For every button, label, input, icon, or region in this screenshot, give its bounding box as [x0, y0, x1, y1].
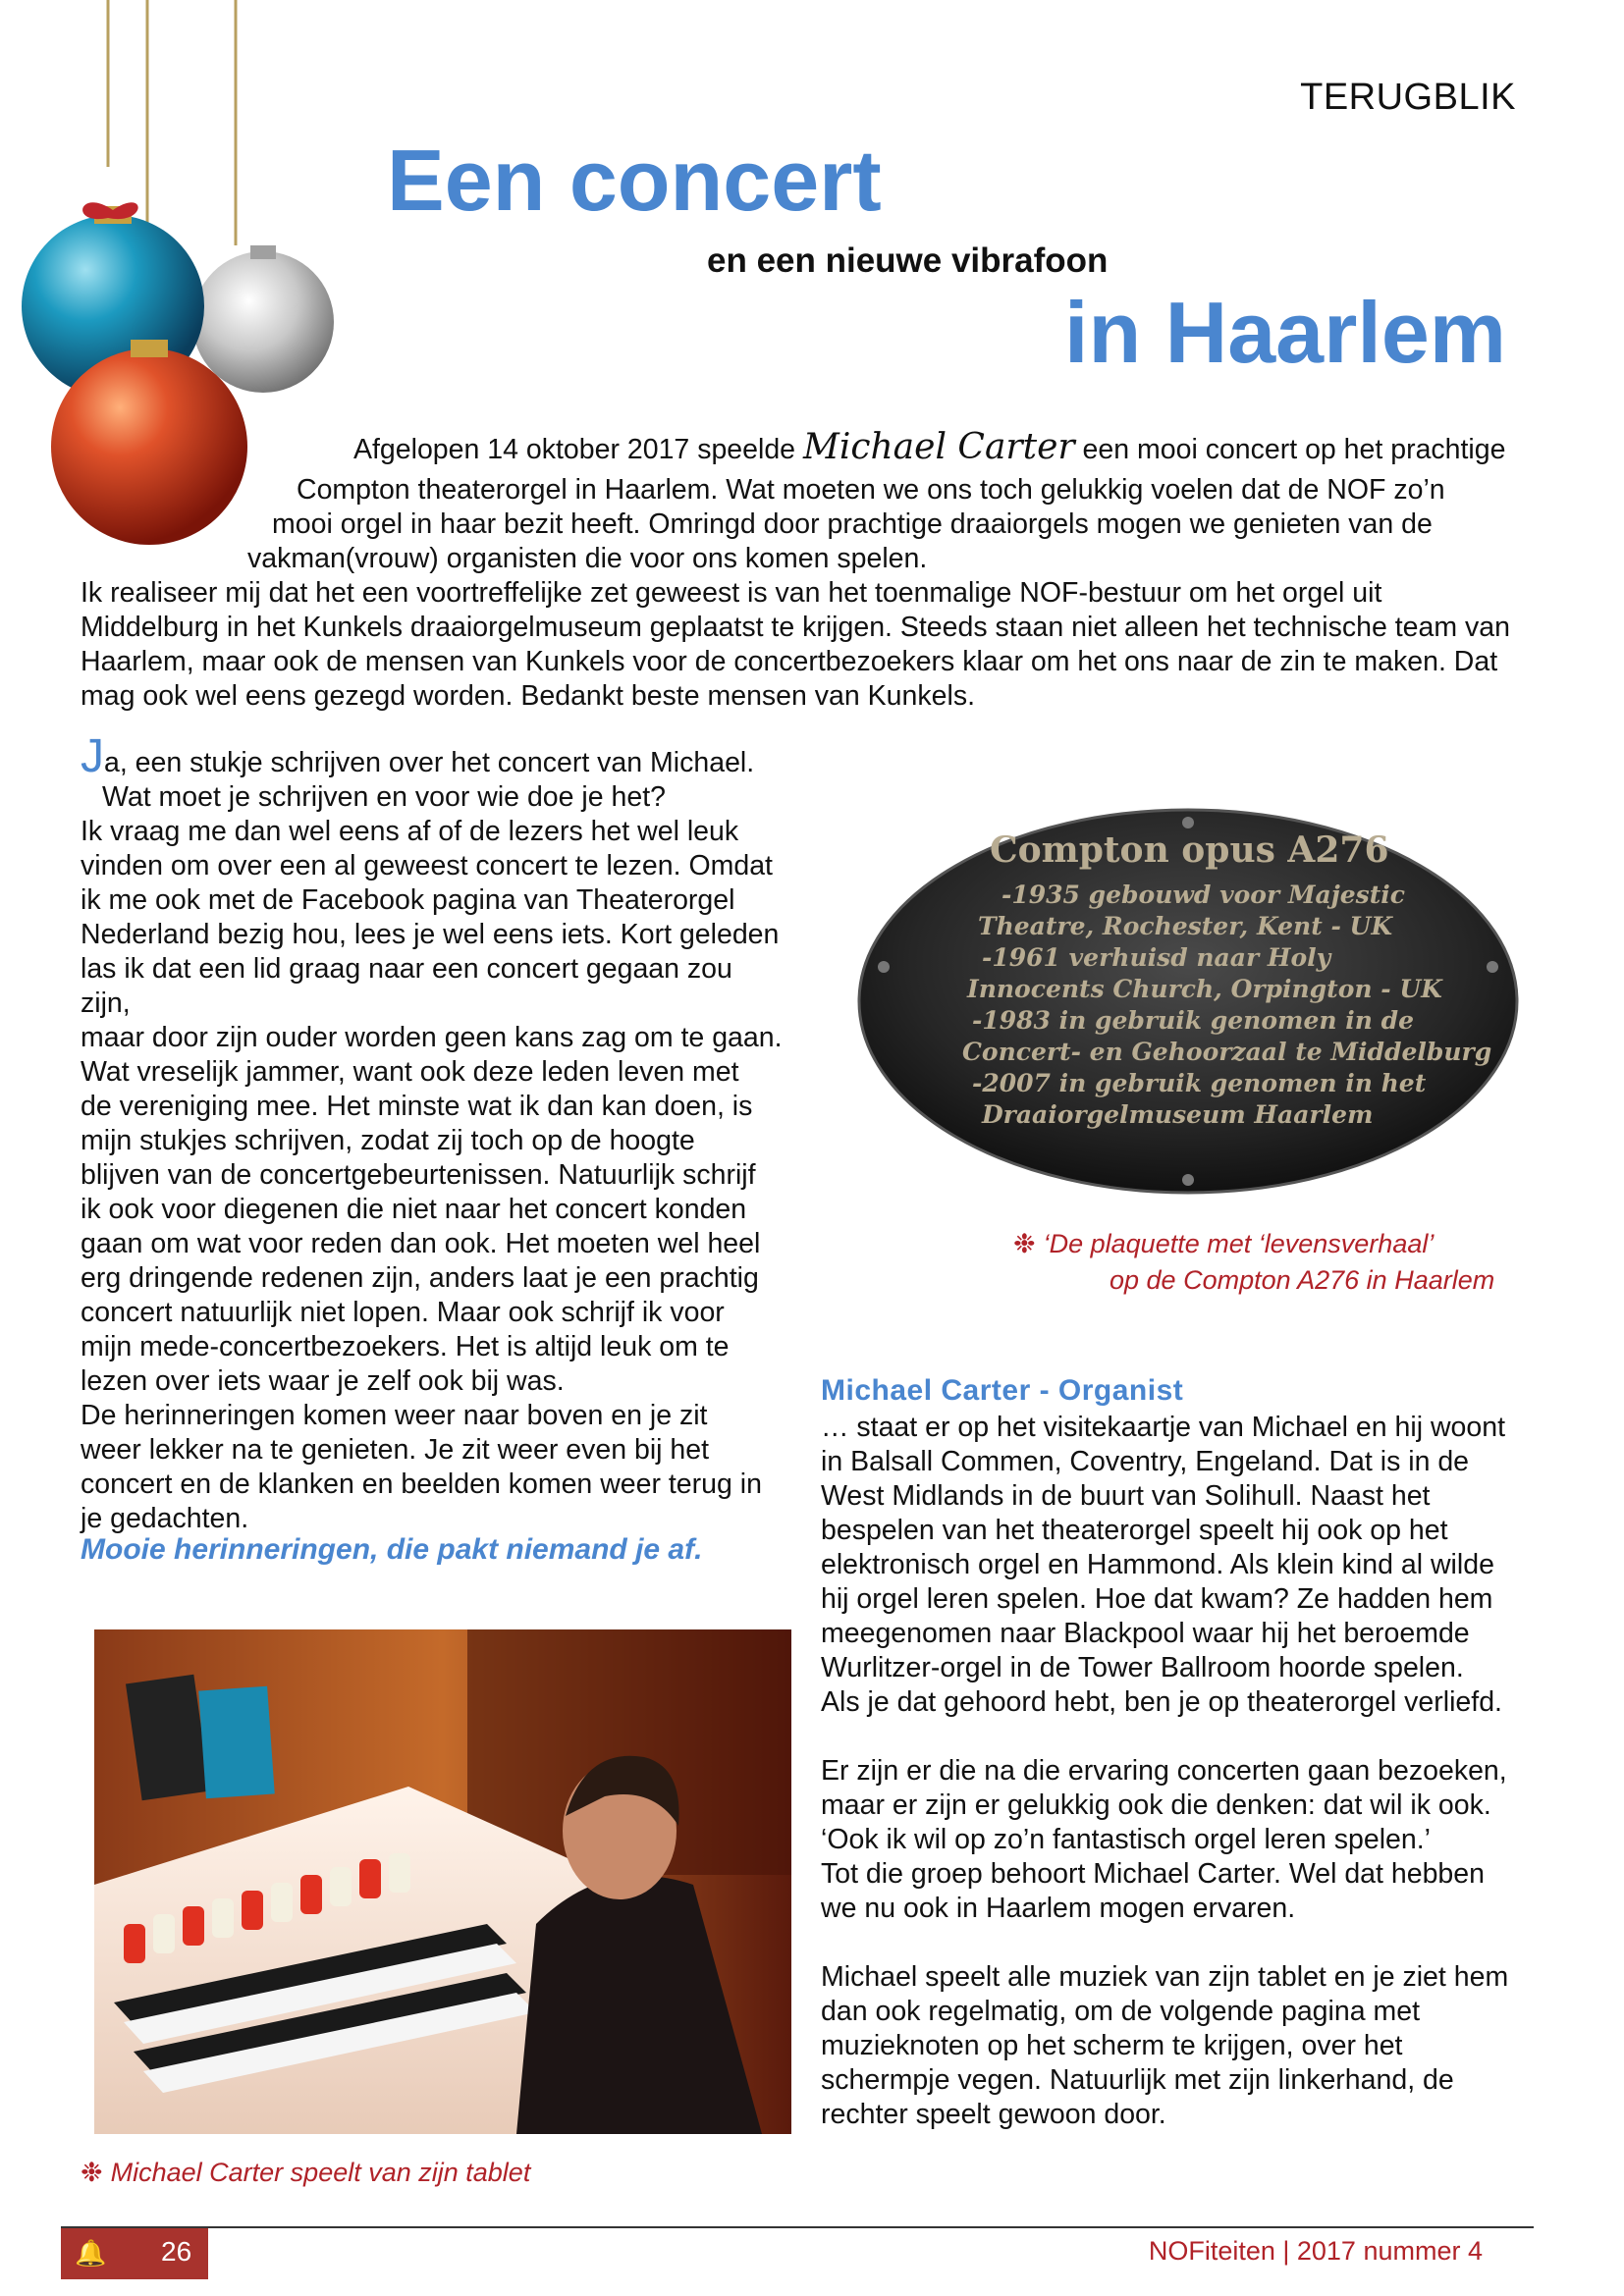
left-line: Wat moet je schrijven en voor wie doe je het?: [102, 781, 666, 813]
left-line: blijven van de concertgebeurtenissen. Natuurlijk schrijf: [81, 1159, 756, 1191]
right-line: rechter speelt gewoon door.: [821, 2099, 1166, 2130]
left-line-text: a, een stukje schrijven over het concert van Michael.: [104, 747, 755, 778]
left-line: [81, 730, 787, 782]
right-line: ‘Ook ik wil op zo’n fantastisch orgel leren spelen.’: [821, 1824, 1431, 1855]
screw-icon: [1182, 817, 1194, 828]
left-line: erg dringende redenen zijn, anders laat je een prachtig: [81, 1262, 759, 1294]
left-line: Nederland bezig hou, lees je wel eens iets. Kort geleden: [81, 919, 780, 950]
screw-icon: [878, 961, 890, 973]
red-ornament-cap: [131, 340, 168, 357]
left-line: Ik vraag me dan wel eens af of de lezers het wel leuk: [81, 816, 739, 847]
plaque-line: Innocents Church, Orpington - UK: [967, 975, 1442, 1003]
page-title-line2: in Haarlem: [1064, 284, 1506, 381]
dropcap-letter: J: [81, 730, 104, 782]
intro-line-3: mooi orgel in haar bezit heeft. Omringd door prachtige draaiorgels mogen we genieten van de: [272, 508, 1433, 540]
page-number: 26: [161, 2236, 192, 2267]
paragraph-spacer: [821, 1720, 1528, 1754]
ribbon-bow-icon: [82, 202, 138, 219]
screw-icon: [1487, 961, 1498, 973]
paragraph-spacer: [821, 1926, 1528, 1960]
page-subtitle: en een nieuwe vibrafoon: [707, 241, 1109, 280]
left-line: de vereniging mee. Het minste wat ik dan kan doen, is: [81, 1091, 753, 1122]
artist-name: Michael Carter: [802, 427, 1075, 467]
intro-line-2: Compton theaterorgel in Haarlem. Wat moeten we ons toch gelukkig voelen dat de NOF zo’n: [297, 474, 1445, 506]
left-line: mijn stukjes schrijven, zodat zij toch op de hoogte: [81, 1125, 695, 1156]
left-line: mijn mede-concertbezoekers. Het is altijd leuk om te: [81, 1331, 730, 1362]
plaque-line: Concert- en Gehoorzaal te Middelburg: [962, 1038, 1492, 1066]
section-label: TERUGBLIK: [1300, 77, 1516, 118]
left-line: concert natuurlijk niet lopen. Maar ook schrijf ik voor: [81, 1297, 725, 1328]
right-line: bespelen van het theaterorgel speelt hij ook op het: [821, 1515, 1448, 1546]
plaque-line: Draaiorgelmuseum Haarlem: [982, 1100, 1374, 1129]
intro-line-7: Haarlem, maar ook de mensen van Kunkels voor de concertbezoekers klaar om het ons naar de zin te maken. Dat: [81, 646, 1498, 677]
right-line: Michael speelt alle muziek van zijn tablet en je ziet hem: [821, 1961, 1509, 1993]
left-line: je gedachten.: [81, 1503, 249, 1534]
page-title-line1: Een concert: [387, 132, 882, 229]
left-line: Wat vreselijk jammer, want ook deze leden leven met: [81, 1056, 739, 1088]
right-line: schermpje vegen. Natuurlijk met zijn linkerhand, de: [821, 2064, 1454, 2096]
right-line: meegenomen naar Blackpool waar hij het beroemde: [821, 1618, 1470, 1649]
left-line: lezen over iets waar je zelf ook bij was.: [81, 1365, 565, 1397]
left-column-text: [81, 730, 787, 1536]
right-line: Wurlitzer-orgel in de Tower Ballroom hoorde spelen.: [821, 1652, 1464, 1683]
plaque-caption-text: ‘De plaquette met ‘levensverhaal’: [1043, 1229, 1435, 1258]
right-line: we nu ook in Haarlem mogen ervaren.: [821, 1893, 1296, 1924]
right-line: dan ook regelmatig, om de volgende pagina met: [821, 1996, 1420, 2027]
photo-caption: [81, 2156, 530, 2189]
plaque-line: -1961 verhuisd naar Holy: [982, 943, 1331, 972]
left-line: gaan om wat voor reden dan ook. Het moeten wel heel: [81, 1228, 761, 1259]
plaque-title: Compton opus A276: [990, 829, 1389, 871]
plaque-caption-line1: [1013, 1227, 1434, 1260]
screw-icon: [1182, 1174, 1194, 1186]
right-line: muzieknoten op het scherm te krijgen, over het: [821, 2030, 1403, 2061]
right-line: … staat er op het visitekaartje van Michael en hij woont: [821, 1412, 1506, 1443]
plaque-photo: [854, 805, 1522, 1198]
footer-page-box: [61, 2228, 208, 2279]
section-heading: Michael Carter - Organist: [821, 1374, 1184, 1407]
bells-icon: 🔔: [75, 2238, 107, 2268]
right-line: hij orgel leren spelen. Hoe dat kwam? Ze hadden hem: [821, 1583, 1493, 1615]
plaque-line: -2007 in gebruik genomen in het: [972, 1069, 1427, 1097]
right-line: elektronisch orgel en Hammond. Als klein kind al wilde: [821, 1549, 1494, 1580]
left-line: las ik dat een lid graag naar een concert gegaan zou zijn,: [81, 953, 732, 1019]
left-line: maar door zijn ouder worden geen kans zag om te gaan.: [81, 1022, 783, 1053]
left-line: ik me ook met de Facebook pagina van Theaterorgel: [81, 884, 735, 916]
right-line: Tot die groep behoort Michael Carter. Wel dat hebben: [821, 1858, 1485, 1890]
left-line: ik ook voor diegenen die niet naar het concert konden: [81, 1194, 747, 1225]
right-line: maar er zijn er gelukkig ook die denken: dat wil ik ook.: [821, 1789, 1491, 1821]
photo-caption-text: Michael Carter speelt van zijn tablet: [110, 2158, 531, 2187]
plaque-line: Theatre, Rochester, Kent - UK: [978, 912, 1393, 940]
right-line: in Balsall Commen, Coventry, Engeland. Dat is in de: [821, 1446, 1470, 1477]
publication-title: NOFiteiten | 2017 nummer 4: [1148, 2236, 1483, 2266]
right-line: Als je dat gehoord hebt, ben je op theaterorgel verliefd.: [821, 1686, 1502, 1718]
plaque-line: -1983 in gebruik genomen in de: [972, 1006, 1415, 1035]
pull-quote: Mooie herinneringen, die pakt niemand je af.: [81, 1533, 703, 1566]
intro-line-4: vakman(vrouw) organisten die voor ons komen spelen.: [247, 543, 928, 574]
intro-text: een mooi concert op het prachtige: [1074, 434, 1506, 465]
intro-line-8: mag ook wel eens gezegd worden. Bedankt beste mensen van Kunkels.: [81, 680, 975, 712]
right-line: Er zijn er die na die ervaring concerten gaan bezoeken,: [821, 1755, 1507, 1787]
intro-text: Afgelopen 14 oktober 2017 speelde: [353, 434, 803, 465]
right-line: West Midlands in de buurt van Solihull. Naast het: [821, 1480, 1431, 1512]
left-line: De herinneringen komen weer naar boven en je zit: [81, 1400, 708, 1431]
tablet-device: [126, 1675, 275, 1801]
footer-rule: [61, 2226, 1534, 2228]
red-ornament: [51, 348, 247, 545]
organist-photo: [94, 1629, 791, 2134]
plaque-line: -1935 gebouwd voor Majestic: [1001, 881, 1405, 909]
left-line: concert en de klanken en beelden komen weer terug in: [81, 1468, 762, 1500]
silver-ornament-cap: [250, 245, 276, 259]
left-line: vinden om over een al geweest concert te lezen. Omdat: [81, 850, 773, 881]
left-line: weer lekker na te genieten. Je zit weer even bij het: [81, 1434, 710, 1466]
caption-marker-icon: ❉: [81, 2158, 103, 2187]
plaque-caption-line2: op de Compton A276 in Haarlem: [1110, 1265, 1495, 1295]
intro-line-5: Ik realiseer mij dat het een voortreffelijke zet geweest is van het toenmalige NOF-bestuur om het orgel uit: [81, 577, 1382, 609]
right-column-text: [821, 1411, 1528, 2132]
caption-marker-icon: ❉: [1013, 1229, 1036, 1258]
intro-line-1: [353, 427, 1506, 467]
silver-ornament: [192, 251, 334, 393]
intro-line-6: Middelburg in het Kunkels draaiorgelmuseum geplaatst te krijgen. Steeds staan niet alleen het technische team van: [81, 612, 1510, 643]
